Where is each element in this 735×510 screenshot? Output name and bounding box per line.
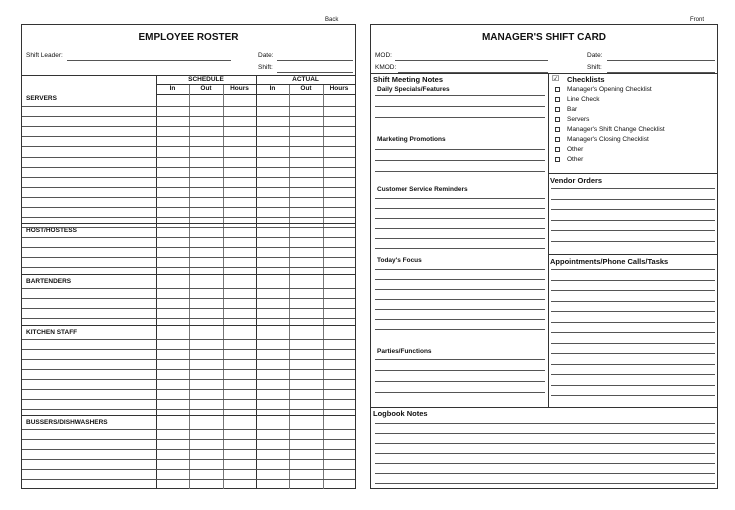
checklist-item-label: Other xyxy=(567,156,584,163)
checklist-checkbox[interactable] xyxy=(555,97,560,102)
table-row[interactable] xyxy=(22,288,355,289)
checklists-heading: Checklists xyxy=(567,75,605,84)
table-row[interactable] xyxy=(22,339,355,340)
table-row[interactable] xyxy=(22,359,355,360)
roster-date-label: Date: xyxy=(258,52,274,59)
table-row[interactable] xyxy=(22,237,355,238)
writing-line[interactable] xyxy=(375,208,545,209)
section-divider xyxy=(22,325,355,326)
writing-line[interactable] xyxy=(375,95,545,96)
writing-line[interactable] xyxy=(375,279,545,280)
writing-line[interactable] xyxy=(375,238,545,239)
writing-line[interactable] xyxy=(551,280,715,281)
table-row[interactable] xyxy=(22,106,355,107)
card-date-label: Date: xyxy=(587,52,603,59)
table-row[interactable] xyxy=(22,379,355,380)
vendor-bottom-divider xyxy=(548,254,717,255)
writing-line[interactable] xyxy=(551,332,715,333)
table-row[interactable] xyxy=(22,409,355,410)
schedule-out-header: Out xyxy=(200,85,212,92)
writing-line[interactable] xyxy=(551,220,715,221)
writing-line[interactable] xyxy=(551,269,715,270)
section-divider xyxy=(22,223,355,224)
checklist-checkbox[interactable] xyxy=(555,117,560,122)
table-row[interactable] xyxy=(22,146,355,147)
card-center-divider xyxy=(548,73,549,407)
checklist-item-label: Other xyxy=(567,146,584,153)
checklists-checked-icon[interactable]: ☑ xyxy=(552,74,560,83)
writing-line[interactable] xyxy=(551,230,715,231)
table-row[interactable] xyxy=(22,187,355,188)
writing-line[interactable] xyxy=(375,392,545,393)
logbook-notes-heading: Logbook Notes xyxy=(373,409,428,418)
schedule-in-header: In xyxy=(169,85,176,92)
table-row[interactable] xyxy=(22,389,355,390)
writing-line[interactable] xyxy=(375,370,545,371)
table-row[interactable] xyxy=(22,177,355,178)
writing-line[interactable] xyxy=(375,319,545,320)
section-host-hostess: HOST/HOSTESS xyxy=(26,227,77,234)
todays-focus-label: Today's Focus xyxy=(377,257,422,264)
writing-line[interactable] xyxy=(551,385,715,386)
writing-line[interactable] xyxy=(551,395,715,396)
mod-label: MOD: xyxy=(375,52,392,59)
writing-line[interactable] xyxy=(551,301,715,302)
checklist-item-label: Bar xyxy=(567,106,578,113)
checklist-item-label: Manager's Opening Checklist xyxy=(567,86,652,93)
table-row[interactable] xyxy=(22,479,355,480)
logbook-top-divider xyxy=(371,407,717,408)
table-row[interactable] xyxy=(22,399,355,400)
vendor-orders-heading: Vendor Orders xyxy=(550,176,603,185)
checklist-checkbox[interactable] xyxy=(555,137,560,142)
table-row[interactable] xyxy=(22,459,355,460)
writing-line[interactable] xyxy=(375,483,715,484)
marketing-promotions-label: Marketing Promotions xyxy=(377,136,446,143)
table-row[interactable] xyxy=(22,257,355,258)
checklist-checkbox[interactable] xyxy=(555,107,560,112)
writing-line[interactable] xyxy=(551,364,715,365)
section-bartenders: BARTENDERS xyxy=(26,278,72,285)
writing-line[interactable] xyxy=(551,343,715,344)
writing-line[interactable] xyxy=(375,423,715,424)
employee-roster-panel xyxy=(21,24,356,489)
daily-specials-label: Daily Specials/Features xyxy=(377,86,450,93)
shift-card-title: MANAGER'S SHIFT CARD xyxy=(481,32,607,43)
writing-line[interactable] xyxy=(375,309,545,310)
checklist-checkbox[interactable] xyxy=(555,127,560,132)
writing-line[interactable] xyxy=(375,228,545,229)
writing-line[interactable] xyxy=(375,329,545,330)
shift-leader-line[interactable] xyxy=(67,60,231,61)
card-header-divider xyxy=(371,73,717,74)
table-row[interactable] xyxy=(22,318,355,319)
checklist-item-label: Servers xyxy=(567,116,590,123)
table-row[interactable] xyxy=(22,126,355,127)
writing-line[interactable] xyxy=(551,322,715,323)
writing-line[interactable] xyxy=(375,269,545,270)
writing-line[interactable] xyxy=(551,353,715,354)
actual-out-header: Out xyxy=(300,85,312,92)
writing-line[interactable] xyxy=(375,149,545,150)
table-row[interactable] xyxy=(22,469,355,470)
table-row[interactable] xyxy=(22,449,355,450)
section-divider xyxy=(22,415,355,416)
writing-line[interactable] xyxy=(375,433,715,434)
table-row[interactable] xyxy=(22,267,355,268)
writing-line[interactable] xyxy=(375,248,545,249)
front-label: Front xyxy=(690,17,705,23)
writing-line[interactable] xyxy=(375,160,545,161)
actual-in-header: In xyxy=(269,85,276,92)
parties-functions-label: Parties/Functions xyxy=(377,348,432,355)
writing-line[interactable] xyxy=(551,311,715,312)
writing-line[interactable] xyxy=(375,359,545,360)
section-kitchen-staff: KITCHEN STAFF xyxy=(26,329,78,336)
writing-line[interactable] xyxy=(551,209,715,210)
writing-line[interactable] xyxy=(375,473,715,474)
checklist-bottom-divider xyxy=(548,173,717,174)
table-row[interactable] xyxy=(22,136,355,137)
actual-header: ACTUAL xyxy=(292,76,319,83)
table-row[interactable] xyxy=(22,207,355,208)
table-row[interactable] xyxy=(22,167,355,168)
writing-line[interactable] xyxy=(375,106,545,107)
writing-line[interactable] xyxy=(375,117,545,118)
shift-meeting-notes-heading: Shift Meeting Notes xyxy=(373,75,444,84)
appointments-heading: Appointments/Phone Calls/Tasks xyxy=(550,257,669,266)
mod-line[interactable] xyxy=(395,60,548,61)
writing-line[interactable] xyxy=(551,290,715,291)
writing-line[interactable] xyxy=(551,188,715,189)
checklist-item-label: Manager's Shift Change Checklist xyxy=(567,126,665,133)
table-row[interactable] xyxy=(22,369,355,370)
writing-line[interactable] xyxy=(375,289,545,290)
checklist-checkbox[interactable] xyxy=(555,147,560,152)
table-row[interactable] xyxy=(22,157,355,158)
roster-shift-line[interactable] xyxy=(277,72,353,73)
back-label: Back xyxy=(325,17,339,23)
checklist-item-label: Line Check xyxy=(567,96,600,103)
section-divider xyxy=(22,274,355,275)
writing-line[interactable] xyxy=(375,443,715,444)
writing-line[interactable] xyxy=(375,171,545,172)
table-row[interactable] xyxy=(22,429,355,430)
section-servers: SERVERS xyxy=(26,95,57,102)
table-row[interactable] xyxy=(22,116,355,117)
table-row[interactable] xyxy=(22,308,355,309)
table-row[interactable] xyxy=(22,298,355,299)
table-row[interactable] xyxy=(22,247,355,248)
table-row[interactable] xyxy=(22,439,355,440)
table-row[interactable] xyxy=(22,197,355,198)
roster-title: EMPLOYEE ROSTER xyxy=(138,32,239,43)
writing-line[interactable] xyxy=(375,453,715,454)
managers-shift-card-panel xyxy=(370,24,718,489)
writing-line[interactable] xyxy=(375,299,545,300)
actual-hours-header: Hours xyxy=(329,85,349,92)
card-date-line[interactable] xyxy=(607,60,715,61)
writing-line[interactable] xyxy=(375,218,545,219)
writing-line[interactable] xyxy=(375,381,545,382)
writing-line[interactable] xyxy=(551,241,715,242)
section-bussers-dishwashers: BUSSERS/DISHWASHERS xyxy=(26,419,108,426)
shift-leader-label: Shift Leader: xyxy=(26,52,63,59)
checklist-checkbox[interactable] xyxy=(555,157,560,162)
checklist-checkbox[interactable] xyxy=(555,87,560,92)
writing-line[interactable] xyxy=(375,463,715,464)
writing-line[interactable] xyxy=(375,198,545,199)
table-row[interactable] xyxy=(22,217,355,218)
writing-line[interactable] xyxy=(551,199,715,200)
customer-service-label: Customer Service Reminders xyxy=(377,186,468,193)
table-row[interactable] xyxy=(22,227,355,228)
table-row[interactable] xyxy=(22,349,355,350)
writing-line[interactable] xyxy=(551,374,715,375)
schedule-hours-header: Hours xyxy=(230,85,249,92)
kmod-label: KMOD: xyxy=(375,64,397,71)
roster-shift-label: Shift: xyxy=(258,64,273,71)
schedule-header: SCHEDULE xyxy=(188,76,224,83)
card-shift-label: Shift: xyxy=(587,64,602,71)
checklist-item-label: Manager's Closing Checklist xyxy=(567,136,649,143)
roster-date-line[interactable] xyxy=(277,60,353,61)
